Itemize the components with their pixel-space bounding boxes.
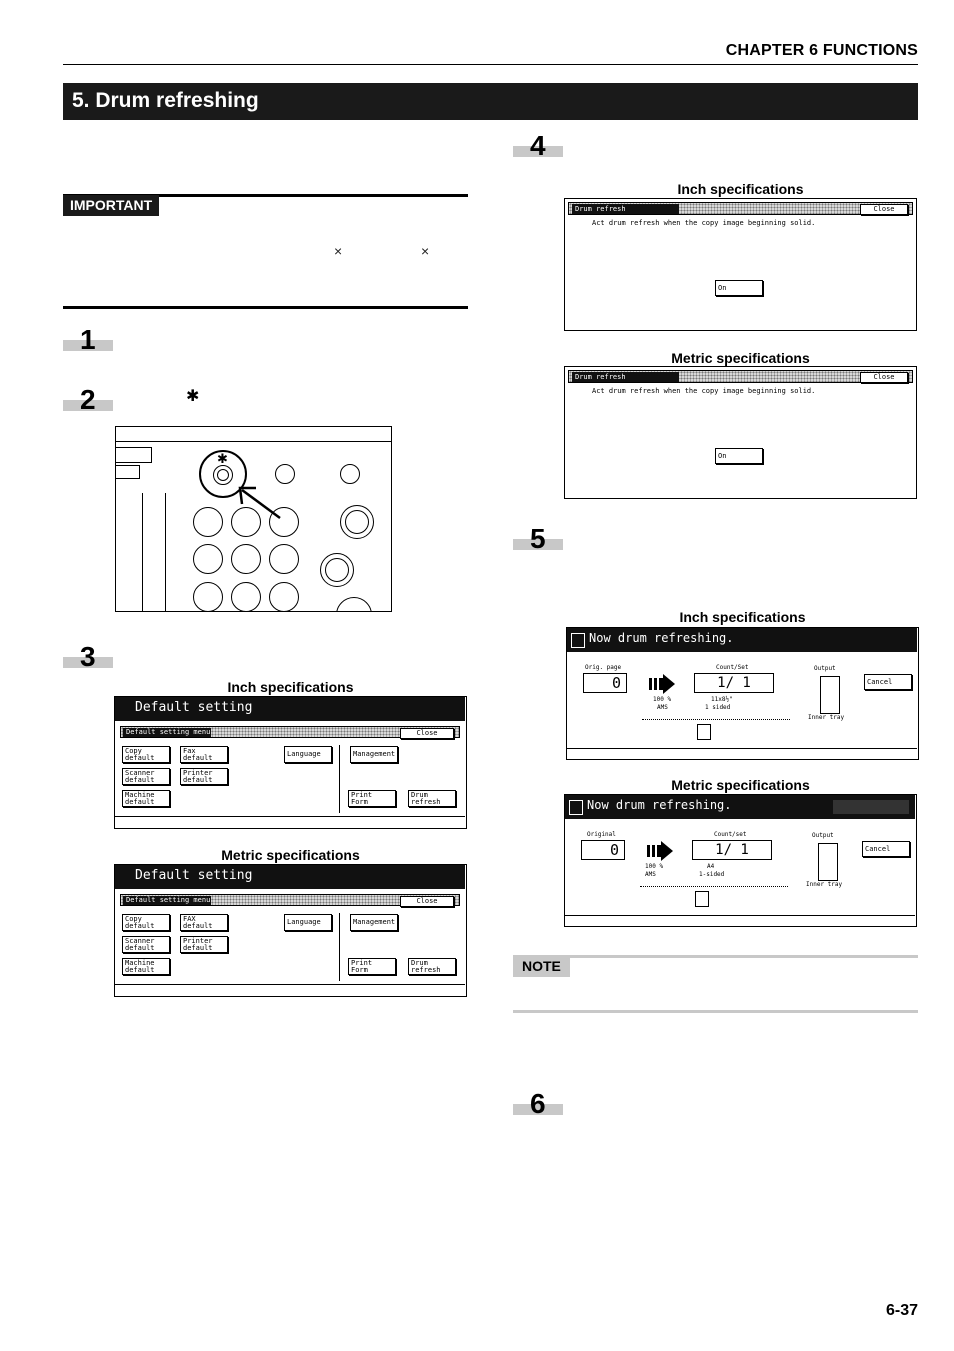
document-stack-icon	[697, 724, 711, 740]
dialog-message: Act drum refresh when the copy image beginning solid.	[592, 387, 816, 395]
cancel-button[interactable]: Cancel	[864, 674, 912, 690]
lock-icon[interactable]	[275, 464, 295, 484]
important-label: IMPORTANT	[63, 195, 159, 216]
drum-refresh-button[interactable]: Drum refresh	[408, 958, 456, 975]
spec-label-inch: Inch specifications	[679, 609, 806, 625]
dialog-message: Act drum refresh when the copy image beginning solid.	[592, 219, 816, 227]
dialog-title: Drum refresh	[572, 204, 679, 214]
on-button[interactable]: On	[715, 280, 763, 296]
step-number-3: 3	[80, 641, 96, 672]
section-title: 5. Drum refreshing	[63, 83, 918, 120]
numeric-key[interactable]	[193, 582, 223, 612]
document-icon	[569, 800, 583, 815]
printer-default-button[interactable]: Printer default	[180, 936, 228, 953]
management-button[interactable]: Management	[350, 746, 398, 763]
machine-default-button[interactable]: Machine default	[122, 790, 170, 807]
numeric-key[interactable]	[193, 544, 223, 574]
drum-refresh-dialog-metric	[564, 366, 917, 499]
machine-default-button[interactable]: Machine default	[122, 958, 170, 975]
document-icon	[571, 633, 585, 648]
step-number-6: 6	[530, 1088, 546, 1119]
orig-count: 0	[581, 840, 625, 860]
numeric-key[interactable]	[231, 582, 261, 612]
step-number-2: 2	[80, 384, 96, 415]
zoom-value: 100 %	[653, 696, 672, 703]
star-glyph: ✱	[186, 388, 200, 405]
close-button[interactable]: Close	[400, 896, 454, 907]
step-number-4: 4	[530, 130, 546, 161]
scanner-default-button[interactable]: Scanner default	[122, 936, 170, 953]
menu-label: Default setting menu	[123, 896, 211, 905]
page-number: 6-37	[885, 1302, 918, 1319]
tray-icon	[818, 843, 838, 881]
count-label: Count/Set	[716, 664, 749, 671]
times-glyph: ×	[334, 243, 343, 259]
close-button[interactable]: Close	[860, 372, 908, 383]
arrow-right-icon	[649, 674, 675, 694]
paper-value: AMS	[645, 871, 656, 878]
times-glyph: ×	[421, 243, 430, 259]
size-value: A4	[707, 863, 715, 870]
step-number-1: 1	[80, 324, 96, 355]
count-value: 1/ 1	[694, 673, 774, 693]
default-setting-title: Default setting	[115, 865, 465, 889]
spec-label-metric: Metric specifications	[671, 350, 810, 366]
cancel-button[interactable]: Cancel	[862, 841, 910, 857]
print-form-button[interactable]: Print Form	[348, 958, 396, 975]
refreshing-title: Now drum refreshing.	[565, 795, 915, 819]
orig-count: 0	[583, 673, 627, 693]
output-label: Output	[812, 832, 834, 839]
default-setting-panel-inch	[114, 696, 467, 829]
step-number-5: 5	[530, 523, 546, 554]
document-stack-icon	[695, 891, 709, 907]
print-form-button[interactable]: Print Form	[348, 790, 396, 807]
spec-label-inch: Inch specifications	[677, 181, 804, 197]
important-bottom-rule	[63, 306, 468, 309]
inner-tray-label: Inner tray	[806, 881, 843, 888]
on-button[interactable]: On	[715, 448, 763, 464]
fax-default-button[interactable]: FAX default	[180, 914, 228, 931]
close-button[interactable]: Close	[860, 204, 908, 215]
sided-value: 1-sided	[699, 871, 725, 878]
sided-value: 1 sided	[705, 704, 731, 711]
default-setting-title: Default setting	[115, 697, 465, 721]
orig-label: Original	[587, 831, 616, 838]
tray-icon	[820, 676, 840, 714]
refreshing-title: Now drum refreshing.	[567, 628, 917, 652]
star-icon: ✱	[217, 451, 228, 466]
spec-label-inch: Inch specifications	[227, 679, 354, 695]
note-top-rule	[513, 955, 918, 958]
management-button[interactable]: Management	[350, 914, 398, 931]
language-button[interactable]: Language	[284, 746, 332, 763]
keypad-illustration	[115, 426, 392, 612]
count-label: Count/set	[714, 831, 747, 838]
arrow-right-icon	[647, 841, 673, 861]
start-icon[interactable]	[336, 597, 372, 612]
default-setting-panel-metric	[114, 864, 467, 997]
note-bottom-rule	[513, 1010, 918, 1013]
orig-label: Orig. page	[585, 664, 622, 671]
zoom-value: 100 %	[645, 863, 664, 870]
printer-default-button[interactable]: Printer default	[180, 768, 228, 785]
count-value: 1/ 1	[692, 840, 772, 860]
header-rule	[63, 64, 918, 65]
scanner-default-button[interactable]: Scanner default	[122, 768, 170, 785]
chapter-heading: CHAPTER 6 FUNCTIONS	[725, 42, 918, 59]
energy-saver-icon[interactable]	[340, 464, 360, 484]
pointer-arrow-icon	[234, 482, 284, 522]
numeric-key[interactable]	[231, 544, 261, 574]
drum-refresh-button[interactable]: Drum refresh	[408, 790, 456, 807]
drum-refresh-dialog-inch	[564, 198, 917, 331]
copy-default-button[interactable]: Copy default	[122, 914, 170, 931]
menu-label: Default setting menu	[123, 728, 211, 737]
spec-label-metric: Metric specifications	[221, 847, 360, 863]
inner-tray-label: Inner tray	[808, 714, 845, 721]
numeric-key[interactable]	[269, 544, 299, 574]
copy-default-button[interactable]: Copy default	[122, 746, 170, 763]
fax-default-button[interactable]: Fax default	[180, 746, 228, 763]
output-label: Output	[814, 665, 836, 672]
language-button[interactable]: Language	[284, 914, 332, 931]
close-button[interactable]: Close	[400, 728, 454, 739]
numeric-key[interactable]	[269, 582, 299, 612]
numeric-key[interactable]	[193, 507, 223, 537]
size-value: 11x8½"	[711, 696, 733, 703]
note-label: NOTE	[513, 956, 570, 977]
paper-value: AMS	[657, 704, 668, 711]
dialog-title: Drum refresh	[572, 372, 679, 382]
spec-label-metric: Metric specifications	[671, 777, 810, 793]
refreshing-panel-inch	[566, 627, 919, 760]
refreshing-panel-metric	[564, 794, 917, 927]
